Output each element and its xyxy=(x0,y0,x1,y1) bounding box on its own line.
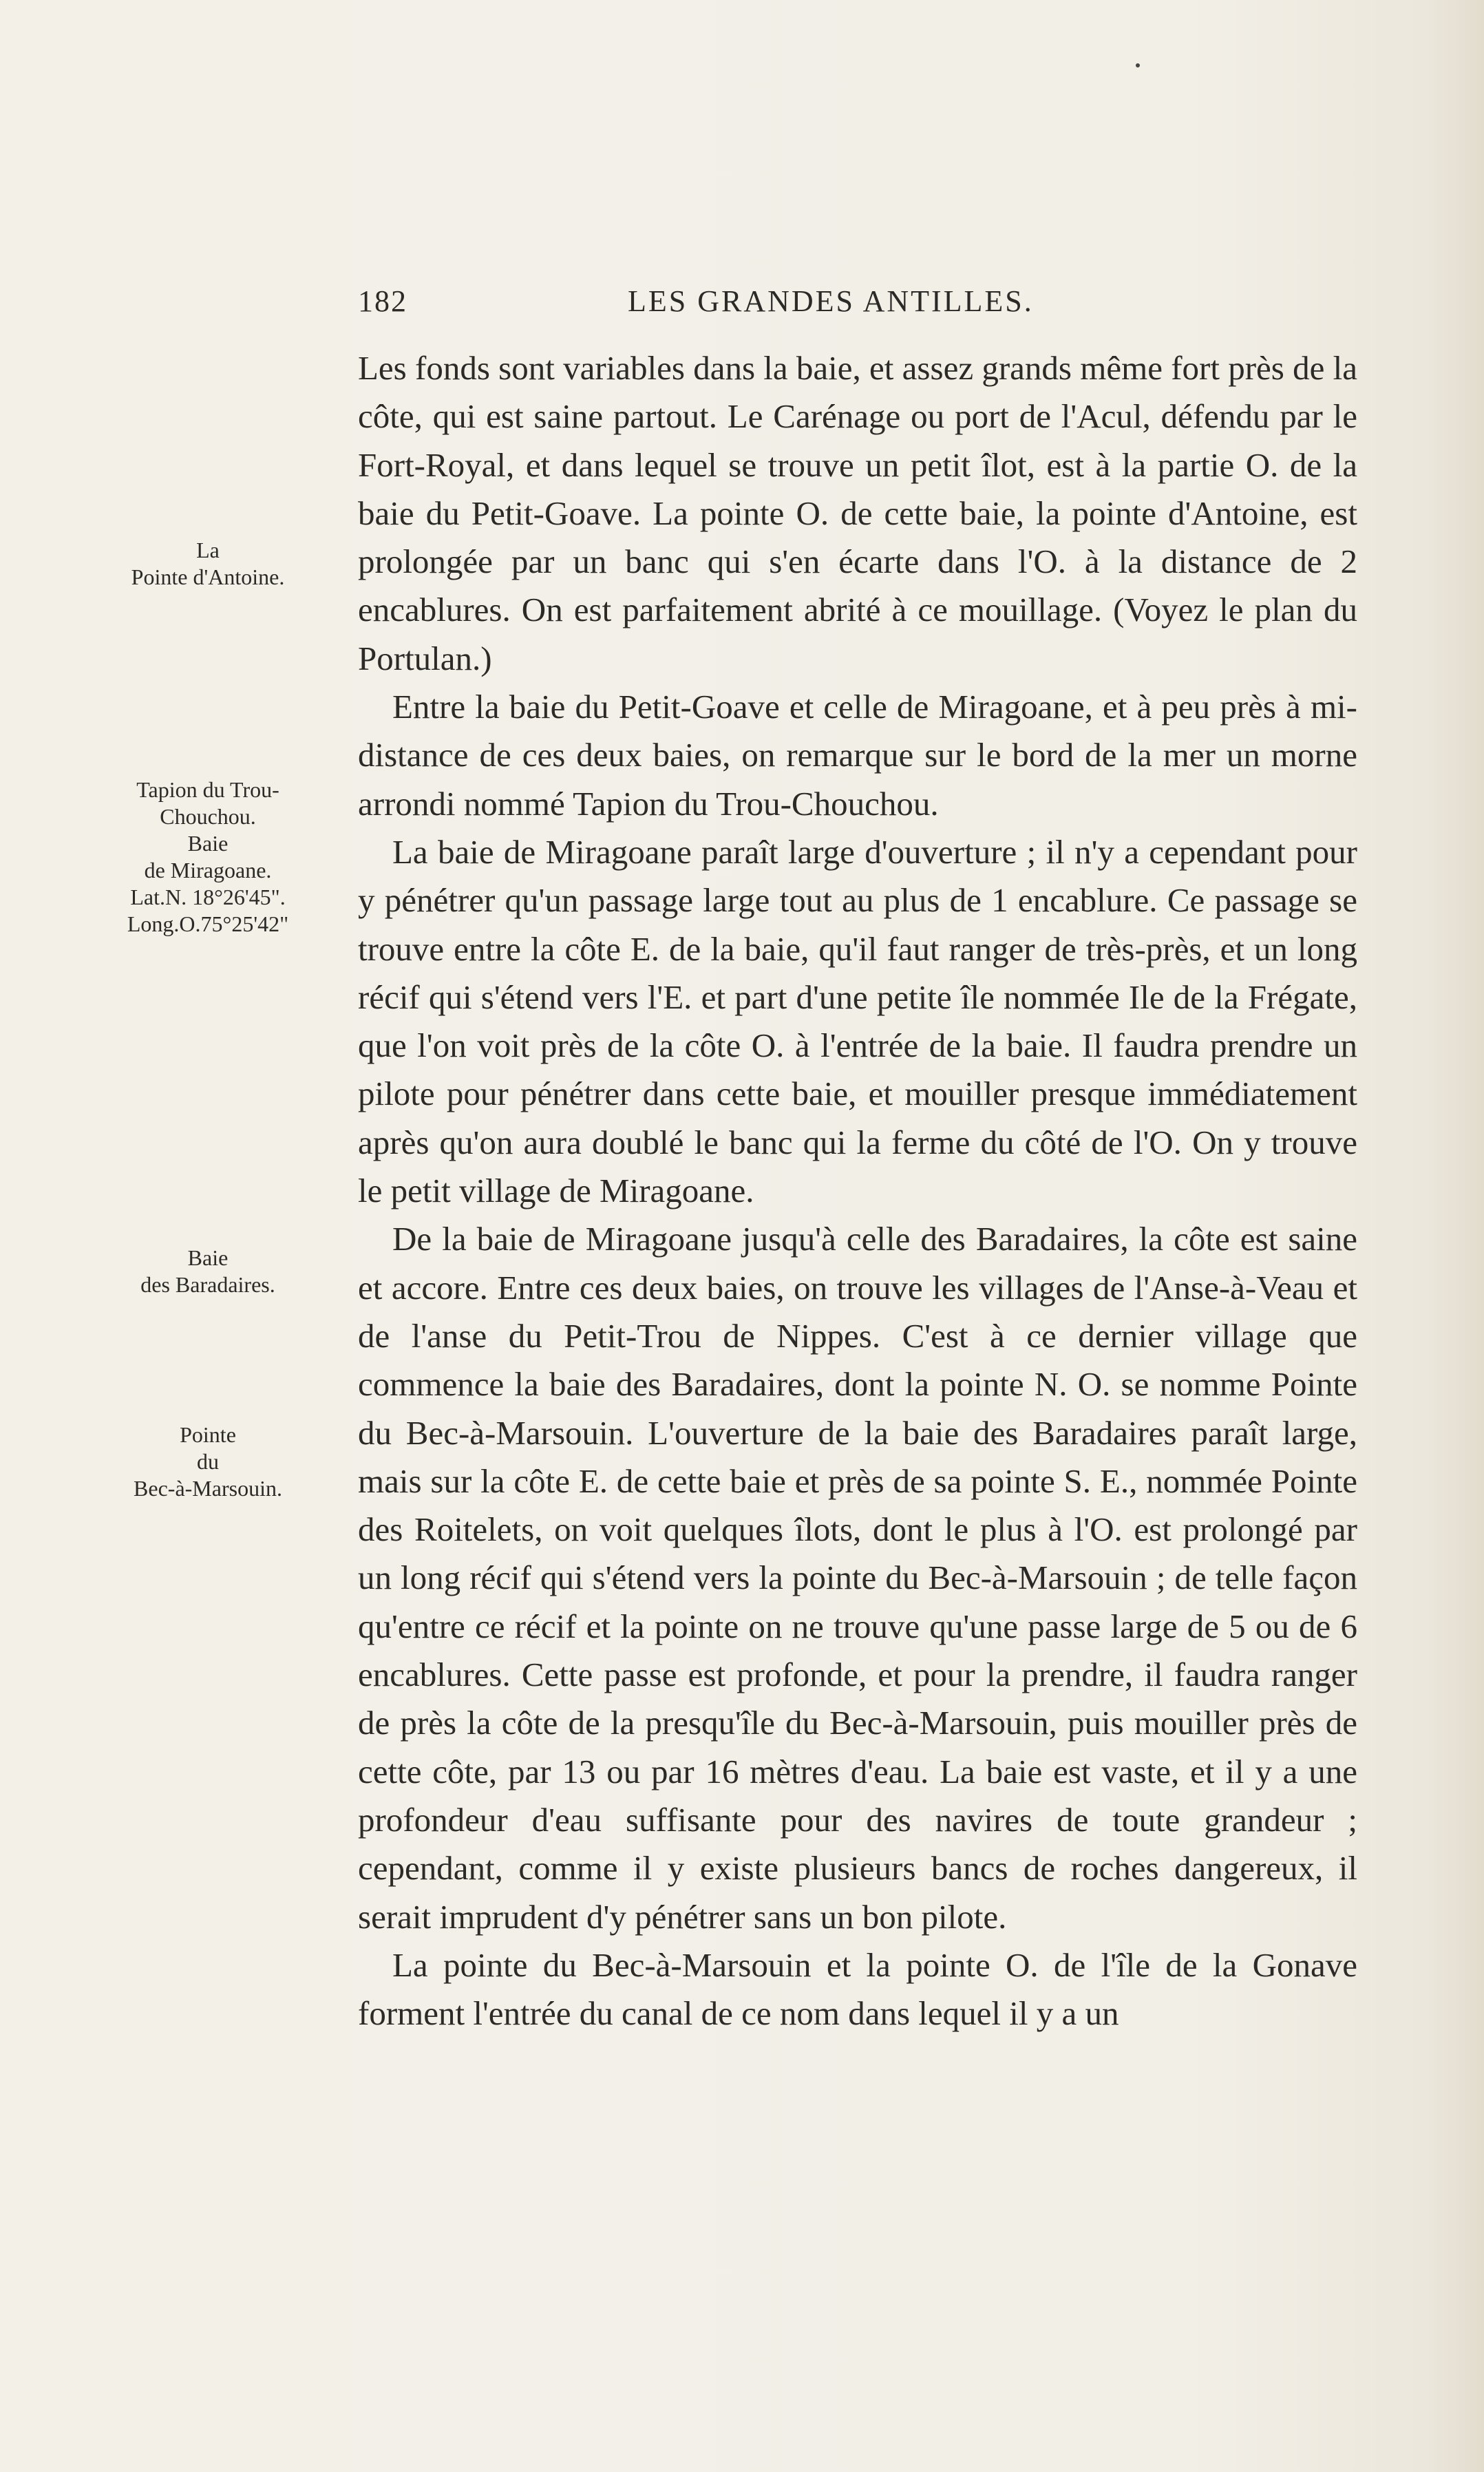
running-header xyxy=(358,284,1356,325)
margin-note-line: Pointe d'Antoine. xyxy=(131,564,285,589)
margin-note-line: Lat.N. 18°26'45". xyxy=(130,885,286,909)
running-title: LES GRANDES ANTILLES. xyxy=(628,284,1034,318)
paragraph: De la baie de Miragoane jusqu'à celle des Baradaires, la côte est saine et accore. Entre ces deux baies, on trouve les villages de l'Anse-à-Veau et de l'anse du Petit-Trou de Nippes. C'est à ce dernier village que commence la baie des Baradaires, dont la pointe N. O. se nomme Pointe du Bec-à-Marsouin. L'ouverture de la baie des Baradaires paraît large, mais sur la côte E. de cette baie et près de sa pointe S. E., nommée Pointe des Roitelets, on voit quelques îlots, dont le plus à l'O. est prolongé par un long récif qui s'étend vers la pointe du Bec-à-Marsouin ; de telle façon qu'entre ce récif et la pointe on ne trouve qu'une passe large de 5 ou de 6 encablures. Cette passe est profonde, et pour la prendre, il faudra ranger de près la côte de la presqu'île du Bec-à-Marsouin, puis mouiller près de cette côte, par 13 ou par 16 mètres d'eau. La baie est vaste, et il y a une profondeur d'eau suffisante pour des navires de toute grandeur ; cependant, comme il y existe plusieurs bancs de roches dangereux, il serait imprudent d'y pénétrer sans un bon pilote. xyxy=(358,1220,1357,1936)
page-number: 182 xyxy=(358,284,407,318)
margin-note-tapion-miragoane xyxy=(77,777,339,938)
margin-note-line: des Baradaires. xyxy=(140,1272,275,1297)
margin-note-line: La xyxy=(196,538,220,562)
paragraph: La pointe du Bec-à-Marsouin et la pointe O. de l'île de la Gonave forment l'entrée du canal de ce nom dans lequel il y a un xyxy=(358,1945,1357,2033)
paragraph: Entre la baie du Petit-Goave et celle de Miragoane, et à peu près à mi-distance de ces deux baies, on remarque sur le bord de la mer un morne arrondi nommé Tapion du Trou-Chouchou. xyxy=(358,688,1357,823)
margin-note-pointe-antoine xyxy=(77,537,339,591)
paragraph: La baie de Miragoane paraît large d'ouverture ; il n'y a cependant pour y pénétrer qu'un passage large tout au plus de 1 encablure. Ce passage se trouve entre la côte E. de la baie, qu'il faut ranger de très-près, et un long récif qui s'étend vers l'E. et part d'une petite île nommée Ile de la Frégate, que l'on voit près de la côte O. à l'entrée de la baie. Il faudra prendre un pilote pour pénétrer dans cette baie, et mouiller presque immédiatement après qu'on aura doublé le banc qui la ferme du côté de l'O. On y trouve le petit village de Miragoane. xyxy=(358,832,1357,1210)
margin-note-line: de Miragoane. xyxy=(144,858,272,883)
margin-note-line: du xyxy=(197,1449,219,1474)
margin-note-line: Pointe xyxy=(180,1422,236,1447)
margin-note-baie-baradaires xyxy=(77,1245,339,1298)
margin-note-bec-a-marsouin xyxy=(77,1422,339,1502)
ink-speck xyxy=(1136,63,1140,67)
paragraph: Les fonds sont variables dans la baie, et assez grands même fort près de la côte, qui est saine partout. Le Carénage ou port de l'Acul, défendu par le Fort-Royal, et dans lequel se trouve un petit îlot, est à la partie O. de la baie du Petit-Goave. La pointe O. de cette baie, la pointe d'Antoine, est prolongée par un banc qui s'en écarte dans l'O. à la distance de 2 encablures. On est parfaitement abrité à ce mouillage. (Voyez le plan du Portulan.) xyxy=(358,349,1357,677)
margin-note-line: Baie xyxy=(187,1245,229,1270)
body-text xyxy=(358,344,1357,2038)
margin-note-line: Baie xyxy=(187,831,229,856)
margin-note-line: Long.O.75°25'42" xyxy=(127,911,289,936)
margin-note-line: Tapion du Trou- xyxy=(136,777,279,802)
margin-note-line: Bec-à-Marsouin. xyxy=(134,1476,282,1501)
margin-note-line: Chouchou. xyxy=(160,804,256,829)
